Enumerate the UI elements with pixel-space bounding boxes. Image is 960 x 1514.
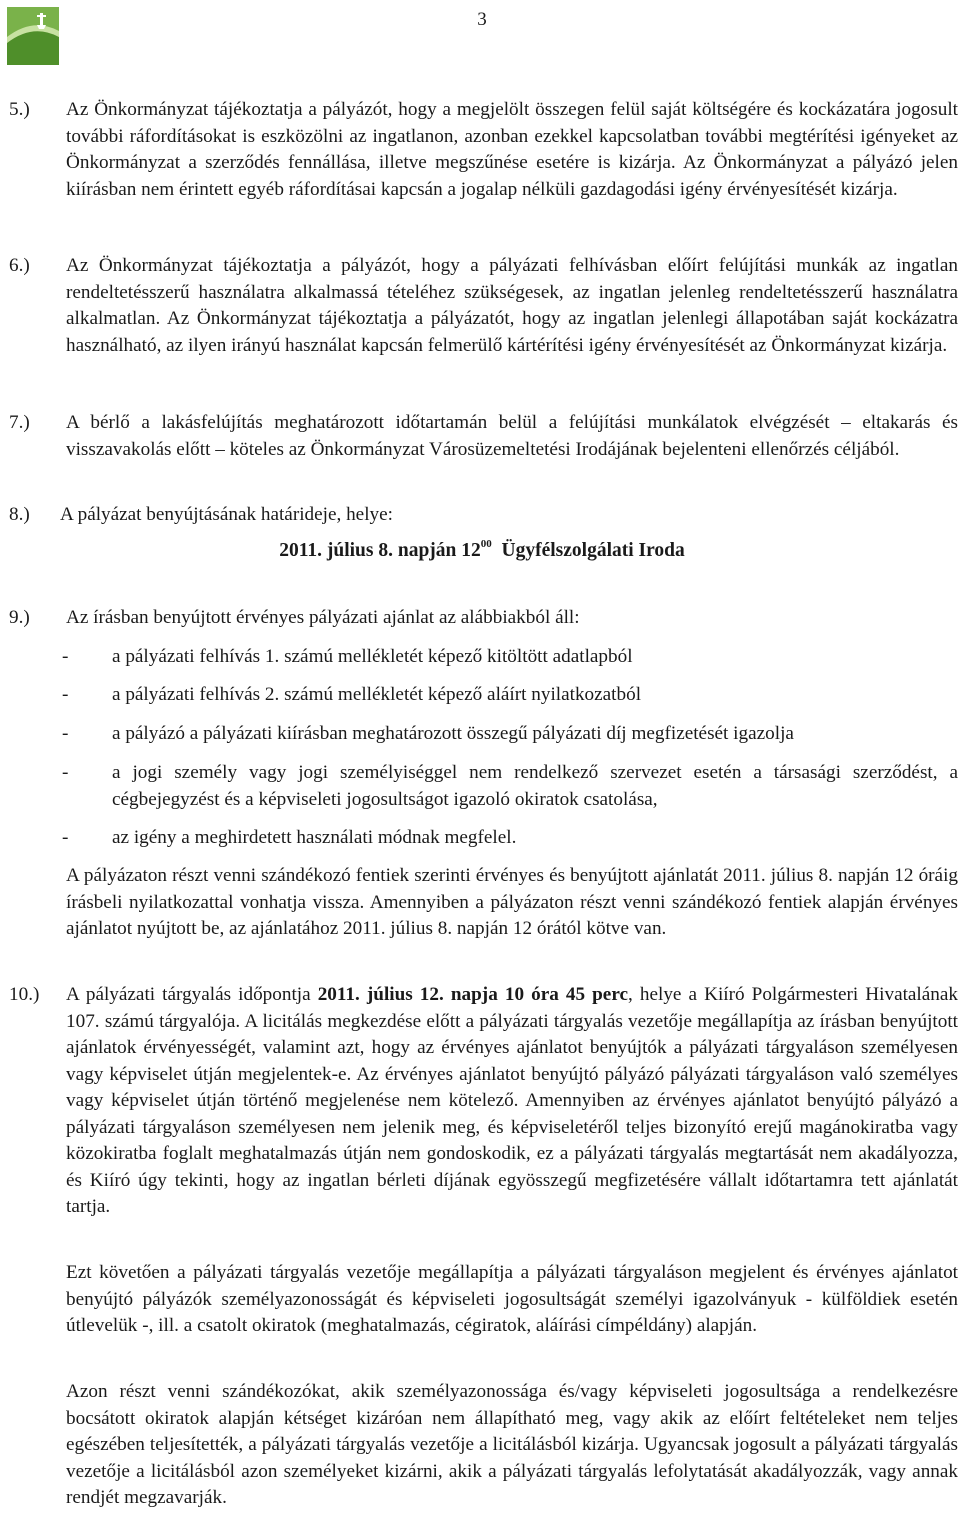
deadline-date: 2011. július 8. napján 12: [279, 540, 481, 561]
section-5: [0, 97, 960, 203]
list-dash: -: [62, 723, 69, 744]
section-number: 10.): [9, 984, 40, 1005]
list-dash: -: [62, 762, 69, 783]
auction-datetime: 2011. július 12. napja 10 óra 45 perc: [317, 984, 629, 1005]
section-text: Az Önkormányzat tájékoztatja a pályázót, hogy a pályázati felhívásban előírt felújítási munkák az ingatlan rendeltetésszerű használatra alkalmassá tételéhez szükségesek, az ingatlan jelenleg rendeltetésszerű használatra alkalmatlan. Az Önkormányzat tájékoztatja a pályázatót, hogy az ingatlan jelenlegi állapotában saját kockázatra használható, az ilyen irányú használat kapcsán felmerülő kártérítési igény érvényesítését az Önkormányzat kizárja.: [66, 255, 958, 356]
section-text: Az Önkormányzat tájékoztatja a pályázót, hogy a megjelölt összegen felül saját költségére és kockázatára jogosult további ráfordításokat is eszközölni az ingatlanon, azonban ezekkel kapcsolatban további megtérítési igényeket az Önkormányzat a szerződés fennállása, illetve megszűnése esetére is kizárja. Az Önkormányzat a pályázó jelen kiírásban nem érintett egyéb ráfordításai kapcsán a jogalap nélküli gazdagodási igény érvényesítését kizárja.: [66, 99, 958, 200]
section-number: 5.): [9, 99, 30, 120]
section-text-post: , helye a Kiíró Polgármesteri Hivatalának 107. számú tárgyalója. A licitálás megkezdése előtt a pályázati tárgyalás vezetője megállapítja az írásban benyújtott ajánlatok érvényességét, valamint azt, hogy az érvényes ajánlatot benyújtók a pályázati tárgyaláson személyesen vagy képviselet útján megjelentek-e. Az érvényes ajánlatot benyújtó pályázó pályázati tárgyaláson való személyes vagy képviselet útján történő megjelenése nem kötelező. Amennyiben az érvényes ajánlatot benyújtó pályázó a pályázati tárgyaláson személyesen nem jelenik meg, és képviseletéről teljes bizonyító erejű magánokiratba vagy közokiratba foglalt meghatalmazás útján nem gondoskodik, ez a pályázati tárgyalás megtartását nem akadályozza, és Kiíró úgy tekinti, hogy az ingatlan bérleti díjának egyösszegű megfizetésére vállalt időtartamra tett ajánlatát tartja.: [66, 984, 958, 1217]
section-text: A bérlő a lakásfelújítás meghatározott időtartamán belül a felújítási munkálatok elvégzését – eltakarás és visszavakolás előtt – köteles az Önkormányzat Városüzemeltetési Irodájának bejelenteni ellenőrzés céljából.: [66, 412, 958, 460]
list-item-text: a pályázati felhívás 1. számú mellékletét képező kitöltött adatlapból: [112, 646, 633, 667]
list-dash: -: [62, 646, 69, 667]
section-10-paragraph-2: [0, 1260, 960, 1340]
paragraph-text: Ezt követően a pályázati tárgyalás vezetője megállapítja a pályázati tárgyaláson megjelent és érvényes ajánlatot benyújtó pályázók személyazonosságát és képviseleti jogosultságát személyi igazolványuk - külföldiek esetén útlevelük -, ill. a csatolt okiratok (meghatalmazás, cégiratok, aláírási címpéldány) alapján.: [66, 1262, 958, 1336]
list-item-text: az igény a meghirdetett használati módnak megfelel.: [112, 827, 517, 848]
section-text: A pályázat benyújtásának határideje, helye:: [60, 504, 393, 525]
deadline-place: Ügyfélszolgálati Iroda: [501, 540, 685, 561]
list-dash: -: [62, 684, 69, 705]
list-item-text: a pályázó a pályázati kiírásban meghatározott összegű pályázati díj megfizetését igazolja: [112, 723, 794, 744]
page-number: 3: [477, 9, 487, 30]
deadline-minutes: 00: [480, 538, 492, 550]
section-text: Az írásban benyújtott érvényes pályázati ajánlat az alábbiakból áll:: [66, 607, 580, 628]
list-item: [0, 644, 960, 671]
section-number: 8.): [9, 504, 30, 525]
list-dash: -: [62, 827, 69, 848]
list-item-text: a jogi személy vagy jogi személyiséggel nem rendelkező szervezet esetén a társasági szerződést, a cégbejegyzést és a képviseleti jogosultságot igazoló okiratok csatolása,: [112, 762, 958, 810]
paragraph-text: A pályázaton részt venni szándékozó fentiek szerinti érvényes és benyújtott ajánlatát 2011. július 8. napján 12 óráig írásbeli nyilatkozattal vonhatja vissza. Amennyiben a pályázaton részt venni szándékozó fentiek alapján érvényes ajánlatot nyújtott be, az ajánlatához 2011. július 8. napján 12 órától kötve van.: [66, 865, 958, 939]
list-item: [0, 760, 960, 813]
section-number: 9.): [9, 607, 30, 628]
section-text: [66, 982, 958, 1221]
paragraph-text: Azon részt venni szándékozókat, akik személyazonossága és/vagy képviseleti jogosultsága a rendelkezésre bocsátott okiratok alapján kétséget kizáróan nem állapítható meg, vagy akik az előírt feltételeket nem teljes egészében teljesítették, a pályázati tárgyalás vezetője a licitálásból kizárja. Ugyancsak jogosult a pályázati tárgyalás vezetője a licitálásból azon személyeket kizárni, akik a pályázati tárgyalás lefolytatását akadályozzák, vagy annak rendjét megzavarják.: [66, 1381, 958, 1508]
section-9: [0, 605, 960, 632]
section-10: [0, 982, 960, 1221]
section-number: 6.): [9, 255, 30, 276]
section-6: [0, 253, 960, 359]
section-10-paragraph-3: [0, 1379, 960, 1512]
section-9-closing: [0, 863, 960, 943]
list-item-text: a pályázati felhívás 2. számú mellékletét képező aláírt nyilatkozatból: [112, 684, 642, 705]
section-number: 7.): [9, 412, 30, 433]
section-7: [0, 410, 960, 463]
list-item: [0, 825, 960, 852]
section-8: [0, 502, 960, 529]
list-item: [0, 721, 960, 748]
section-text-pre: A pályázati tárgyalás időpontja: [66, 984, 318, 1005]
list-item: [0, 682, 960, 709]
deadline-line: [0, 540, 960, 562]
